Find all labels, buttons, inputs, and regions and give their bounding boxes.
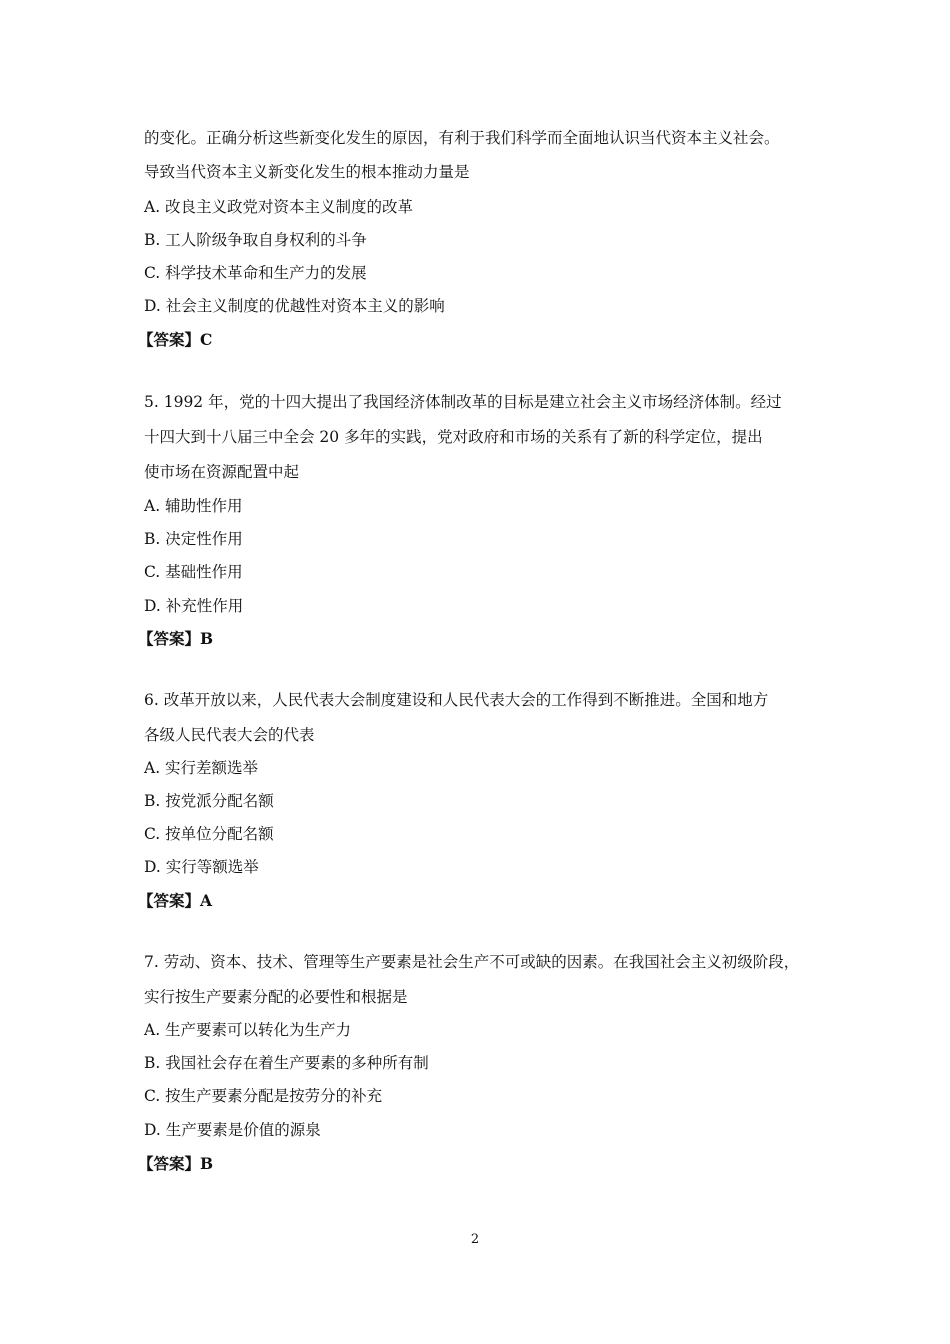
question-5-text-line-3: 使市场在资源配置中起	[144, 463, 300, 481]
question-4-option-a: A. 改良主义政党对资本主义制度的改革	[144, 198, 414, 216]
question-7-option-c: C. 按生产要素分配是按劳分的补充	[144, 1087, 383, 1105]
question-7-option-d: D. 生产要素是价值的源泉	[144, 1121, 321, 1139]
question-6-option-c: C. 按单位分配名额	[144, 825, 274, 843]
question-6-text-line-1: 6. 改革开放以来，人民代表大会制度建设和人民代表大会的工作得到不断推进。全国和地方	[144, 691, 769, 709]
question-4-text-line-1: 的变化。正确分析这些新变化发生的原因，有利于我们科学而全面地认识当代资本主义社会。	[144, 129, 780, 147]
question-7-option-b: B. 我国社会存在着生产要素的多种所有制	[144, 1054, 429, 1072]
question-5-option-b: B. 决定性作用	[144, 530, 243, 548]
question-5-option-a: A. 辅助性作用	[144, 497, 243, 515]
question-6-option-d: D. 实行等额选举	[144, 858, 259, 876]
page-number: 2	[470, 1232, 480, 1247]
question-5-answer: 【答案】B	[138, 629, 214, 648]
question-4-option-b: B. 工人阶级争取自身权利的斗争	[144, 231, 367, 249]
question-7-text-line-2: 实行按生产要素分配的必要性和根据是	[144, 988, 408, 1006]
question-6-option-a: A. 实行差额选举	[144, 759, 259, 777]
question-4-text-line-2: 导致当代资本主义新变化发生的根本推动力量是	[144, 163, 470, 181]
question-5-text-line-2: 十四大到十八届三中全会 20 多年的实践，党对政府和市场的关系有了新的科学定位，提出	[144, 428, 763, 446]
question-4-answer: 【答案】C	[138, 330, 213, 349]
question-6-answer: 【答案】A	[138, 891, 213, 910]
question-6-text-line-2: 各级人民代表大会的代表	[144, 726, 315, 744]
question-5-option-c: C. 基础性作用	[144, 563, 243, 581]
question-7-text-line-1: 7. 劳动、资本、技术、管理等生产要素是社会生产不可或缺的因素。在我国社会主义初级阶段，	[144, 953, 800, 971]
question-4-option-c: C. 科学技术革命和生产力的发展	[144, 264, 367, 282]
question-7-option-a: A. 生产要素可以转化为生产力	[144, 1021, 352, 1039]
question-5-option-d: D. 补充性作用	[144, 597, 244, 615]
question-5-text-line-1: 5. 1992 年，党的十四大提出了我国经济体制改革的目标是建立社会主义市场经济体制。经过	[144, 393, 782, 411]
question-7-answer: 【答案】B	[138, 1154, 214, 1173]
question-6-option-b: B. 按党派分配名额	[144, 792, 274, 810]
question-4-option-d: D. 社会主义制度的优越性对资本主义的影响	[144, 297, 445, 315]
